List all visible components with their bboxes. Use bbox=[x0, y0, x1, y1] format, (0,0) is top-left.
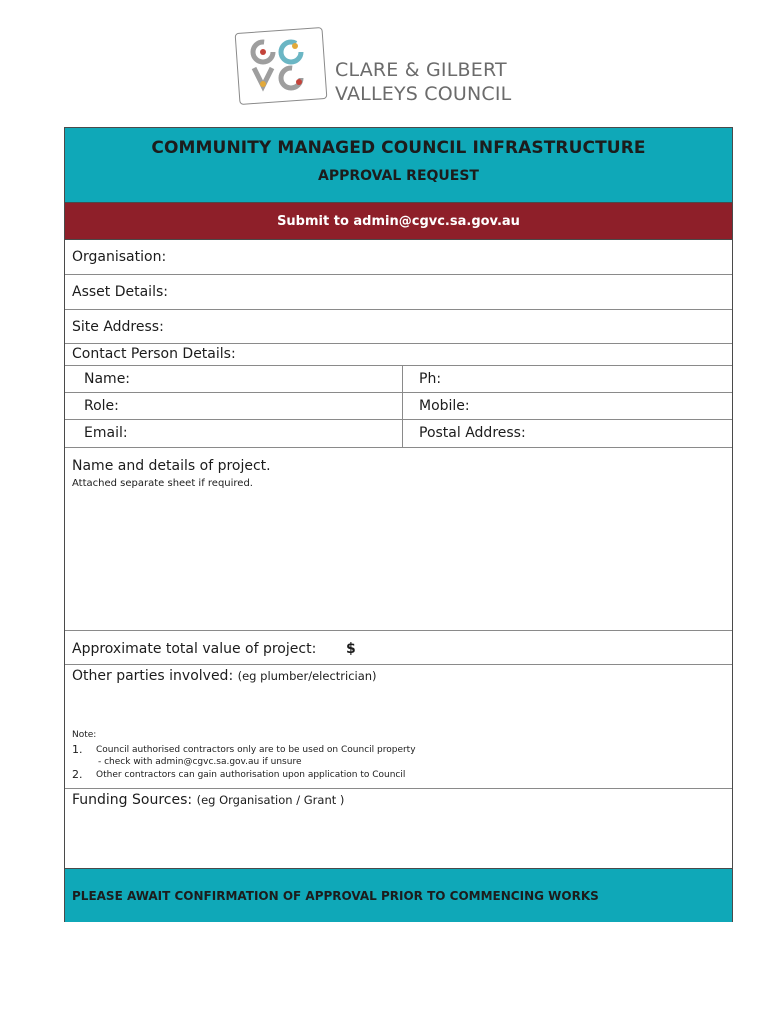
project-details-field[interactable] bbox=[65, 448, 732, 631]
organisation-field[interactable] bbox=[65, 240, 732, 275]
note-1-number: 1. bbox=[72, 743, 83, 756]
funding-sources-field[interactable] bbox=[65, 789, 732, 868]
project-value-field[interactable] bbox=[65, 631, 732, 665]
note-heading: Note: bbox=[72, 730, 97, 740]
submit-to-bar: Submit to admin@cgvc.sa.gov.au bbox=[65, 203, 732, 240]
form-title: COMMUNITY MANAGED COUNCIL INFRASTRUCTURE bbox=[151, 138, 646, 158]
note-2-text: Other contractors can gain authorisation upon application to Council bbox=[96, 770, 406, 780]
funding-sources-label bbox=[72, 792, 344, 808]
cgvc-logo-icon bbox=[249, 38, 311, 92]
form-subtitle: APPROVAL REQUEST bbox=[318, 168, 479, 184]
contact-person-label: Contact Person Details: bbox=[72, 346, 236, 362]
project-details-label: Name and details of project. bbox=[72, 458, 271, 474]
other-parties-title: Other parties involved: bbox=[72, 668, 234, 684]
council-logo bbox=[237, 28, 537, 108]
postal-address-label[interactable]: Postal Address: bbox=[419, 425, 526, 441]
ph-label[interactable]: Ph: bbox=[419, 371, 442, 387]
approval-request-form bbox=[64, 127, 733, 922]
other-parties-label bbox=[72, 668, 377, 684]
note-1-subtext: - check with admin@cgvc.sa.gov.au if unsure bbox=[98, 757, 302, 767]
mobile-label[interactable]: Mobile: bbox=[419, 398, 470, 414]
asset-details-field[interactable] bbox=[65, 275, 732, 310]
organisation-label: Organisation: bbox=[72, 249, 167, 265]
funding-sources-title: Funding Sources: bbox=[72, 792, 193, 808]
name-label[interactable]: Name: bbox=[84, 371, 131, 387]
contact-row-name bbox=[65, 366, 732, 393]
role-label[interactable]: Role: bbox=[84, 398, 119, 414]
note-2-number: 2. bbox=[72, 768, 83, 781]
contact-row-email bbox=[65, 420, 732, 448]
site-address-label: Site Address: bbox=[72, 319, 164, 335]
site-address-field[interactable] bbox=[65, 310, 732, 344]
funding-sources-hint: (eg Organisation / Grant ) bbox=[196, 793, 345, 807]
approval-notice bbox=[65, 868, 732, 922]
other-parties-hint: (eg plumber/electrician) bbox=[237, 669, 377, 683]
council-name-line2: VALLEYS COUNCIL bbox=[335, 83, 512, 105]
contact-row-role bbox=[65, 393, 732, 420]
contact-person-header bbox=[65, 344, 732, 366]
approval-notice-text: PLEASE AWAIT CONFIRMATION OF APPROVAL PRIOR TO COMMENCING WORKS bbox=[72, 889, 599, 903]
note-1-text: Council authorised contractors only are to be used on Council property bbox=[96, 745, 416, 755]
email-label[interactable]: Email: bbox=[84, 425, 128, 441]
asset-details-label: Asset Details: bbox=[72, 284, 168, 300]
currency-symbol: $ bbox=[346, 641, 356, 657]
project-details-hint: Attached separate sheet if required. bbox=[72, 478, 253, 489]
council-name-line1: CLARE & GILBERT bbox=[335, 59, 507, 81]
council-name bbox=[335, 58, 511, 106]
project-value-label: Approximate total value of project: bbox=[72, 641, 317, 657]
other-parties-field[interactable] bbox=[65, 665, 732, 789]
form-banner bbox=[65, 128, 732, 203]
